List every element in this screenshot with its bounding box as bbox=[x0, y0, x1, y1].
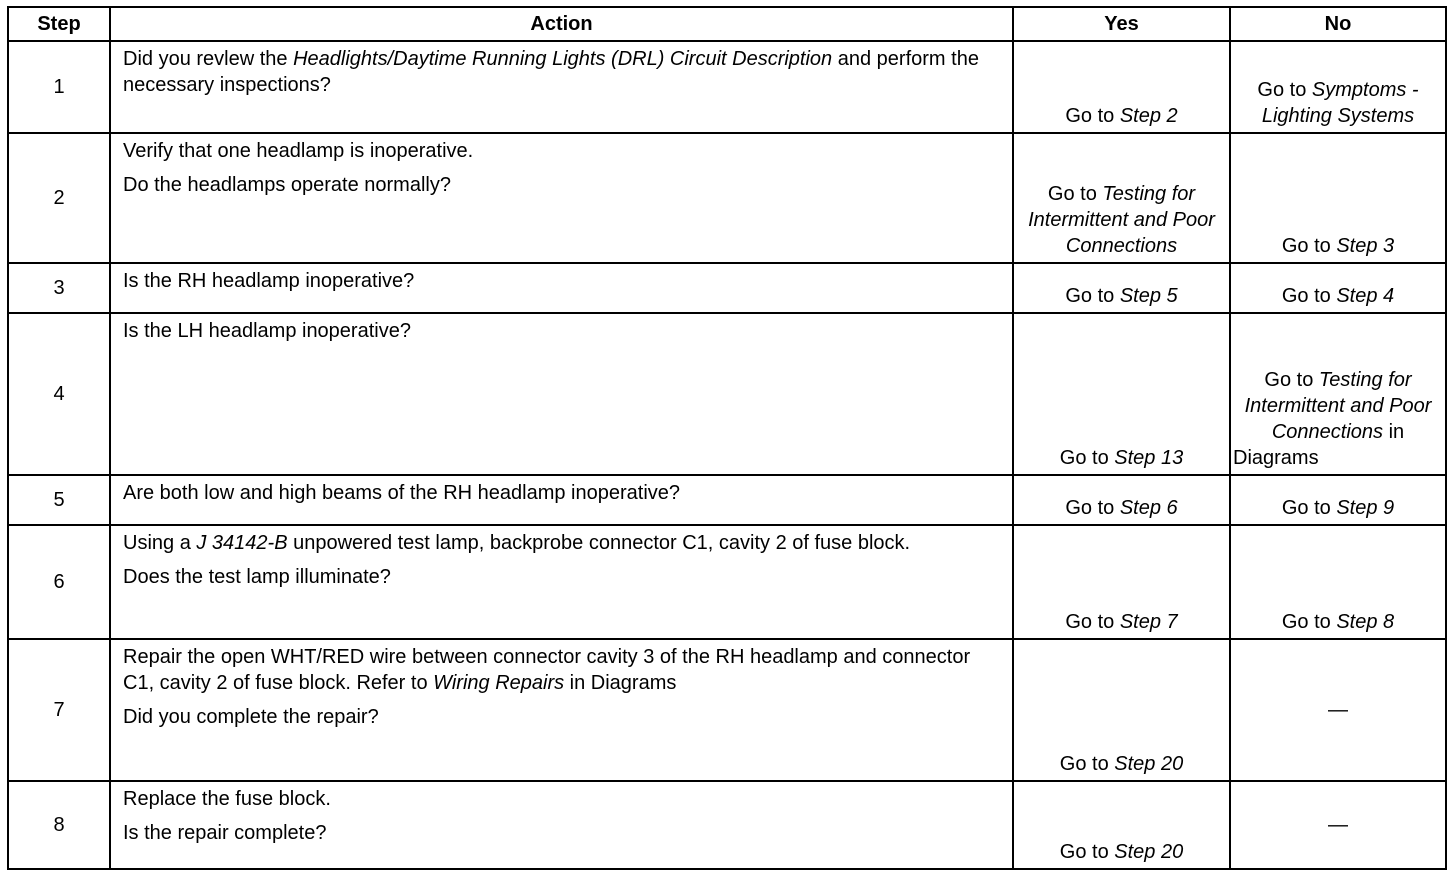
header-yes: Yes bbox=[1013, 7, 1230, 41]
no-result: Go to Step 8 bbox=[1281, 611, 1395, 633]
step-number: 1 bbox=[8, 41, 110, 133]
yes-cell bbox=[1013, 263, 1230, 313]
action-cell bbox=[110, 133, 1013, 263]
header-no: No bbox=[1230, 7, 1446, 41]
table-row bbox=[8, 475, 1446, 525]
action-question: Are both low and high beams of the RH headlamp inoperative? bbox=[123, 482, 681, 504]
no-cell bbox=[1230, 263, 1446, 313]
reference-link: Wiring Repairs bbox=[433, 672, 565, 694]
step-number: 5 bbox=[8, 475, 110, 525]
action-question: Is the RH headlamp inoperative? bbox=[123, 270, 415, 292]
step-number: 6 bbox=[8, 525, 110, 639]
action-cell bbox=[110, 639, 1013, 781]
action-cell bbox=[110, 313, 1013, 475]
action-text: Verify that one headlamp is inoperative. bbox=[123, 140, 474, 162]
no-result-dash: — bbox=[1328, 814, 1348, 836]
action-text: Replace the fuse block. bbox=[123, 788, 331, 810]
yes-result: Go to Step 5 bbox=[1065, 285, 1178, 307]
table-row bbox=[8, 525, 1446, 639]
no-cell bbox=[1230, 525, 1446, 639]
yes-result: Go to Testing for Intermittent and Poor Connections bbox=[1028, 183, 1215, 257]
no-result: Go to Step 3 bbox=[1281, 235, 1395, 257]
yes-cell bbox=[1013, 639, 1230, 781]
step-number: 2 bbox=[8, 133, 110, 263]
action-cell bbox=[110, 781, 1013, 869]
action-cell bbox=[110, 263, 1013, 313]
table-row bbox=[8, 781, 1446, 869]
action-cell bbox=[110, 41, 1013, 133]
yes-result: Go to Step 20 bbox=[1059, 753, 1184, 775]
no-cell bbox=[1230, 639, 1446, 781]
reference-link: Headlights/Daytime Running Lights (DRL) Circuit Description bbox=[293, 48, 833, 70]
no-result: Go to Symptoms - Lighting Systems bbox=[1257, 79, 1419, 127]
yes-cell bbox=[1013, 133, 1230, 263]
no-cell bbox=[1230, 475, 1446, 525]
no-cell bbox=[1230, 133, 1446, 263]
tool-reference: J 34142-B bbox=[196, 532, 288, 554]
yes-result: Go to Step 13 bbox=[1059, 447, 1184, 469]
no-result: Go to Testing for Intermittent and Poor Connections in Diagrams bbox=[1233, 369, 1432, 469]
header-step: Step bbox=[8, 7, 110, 41]
no-cell bbox=[1230, 41, 1446, 133]
step-number: 4 bbox=[8, 313, 110, 475]
step-number: 8 bbox=[8, 781, 110, 869]
step-number: 7 bbox=[8, 639, 110, 781]
no-result: Go to Step 9 bbox=[1281, 497, 1395, 519]
header-action: Action bbox=[110, 7, 1013, 41]
yes-cell bbox=[1013, 525, 1230, 639]
action-question: Is the repair complete? bbox=[123, 822, 327, 844]
yes-cell bbox=[1013, 781, 1230, 869]
action-question: Does the test lamp illuminate? bbox=[123, 566, 391, 588]
action-cell bbox=[110, 475, 1013, 525]
diagnostic-table bbox=[7, 6, 1447, 870]
action-text: Repair the open WHT/RED wire between connector cavity 3 of the RH headlamp and connector C1, cavity 2 of fuse block. Refer to Wiring Repairs in Diagrams bbox=[123, 646, 971, 694]
action-cell bbox=[110, 525, 1013, 639]
yes-cell bbox=[1013, 41, 1230, 133]
table-header-row bbox=[8, 7, 1446, 41]
table-row bbox=[8, 639, 1446, 781]
no-cell bbox=[1230, 313, 1446, 475]
table-row bbox=[8, 263, 1446, 313]
step-number: 3 bbox=[8, 263, 110, 313]
yes-cell bbox=[1013, 313, 1230, 475]
yes-cell bbox=[1013, 475, 1230, 525]
yes-result: Go to Step 2 bbox=[1065, 105, 1178, 127]
yes-result: Go to Step 20 bbox=[1059, 841, 1184, 863]
table-row bbox=[8, 313, 1446, 475]
action-text: Using a J 34142-B unpowered test lamp, backprobe connector C1, cavity 2 of fuse block. bbox=[123, 532, 911, 554]
no-result: Go to Step 4 bbox=[1281, 285, 1395, 307]
action-question: Do the headlamps operate normally? bbox=[123, 174, 451, 196]
yes-result: Go to Step 7 bbox=[1065, 611, 1178, 633]
action-question: Is the LH headlamp inoperative? bbox=[123, 320, 411, 342]
table-row bbox=[8, 133, 1446, 263]
no-result-dash: — bbox=[1328, 699, 1348, 721]
yes-result: Go to Step 6 bbox=[1065, 497, 1178, 519]
diagnostic-table-wrapper bbox=[7, 6, 1447, 870]
no-cell bbox=[1230, 781, 1446, 869]
action-text: Did you revlew the Headlights/Daytime Running Lights (DRL) Circuit Description and perform the necessary inspections? bbox=[123, 48, 979, 96]
action-question: Did you complete the repair? bbox=[123, 706, 379, 728]
table-row bbox=[8, 41, 1446, 133]
